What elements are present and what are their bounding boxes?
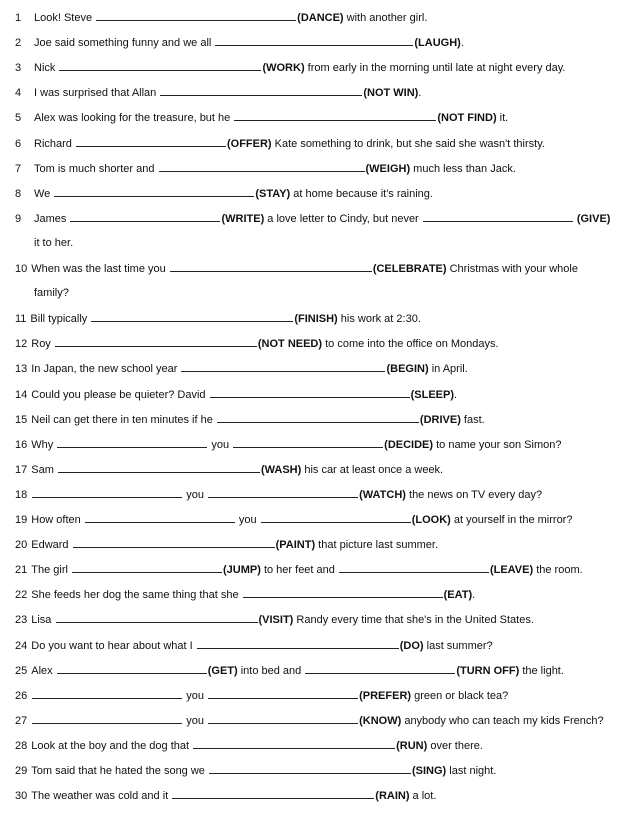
sentence-text: at yourself in the mirror? <box>450 514 573 526</box>
sentence-text: you <box>183 714 208 727</box>
answer-blank[interactable] <box>70 211 220 222</box>
sentence-text: last summer? <box>423 639 493 652</box>
exercise-number: 29 <box>15 765 28 777</box>
exercise-number: 21 <box>15 564 28 577</box>
exercise-line <box>15 537 438 551</box>
exercise-number: 22 <box>15 589 28 602</box>
verb-prompt: (JUMP) <box>223 564 261 577</box>
sentence-text: Look at the boy and the dog that <box>31 739 193 752</box>
sentence-text: Tom said that he hated the song we <box>31 765 208 777</box>
verb-prompt: (FINISH) <box>294 313 338 326</box>
answer-blank[interactable] <box>160 85 362 96</box>
answer-blank[interactable] <box>76 136 226 147</box>
exercise-line <box>15 562 583 576</box>
sentence-text: in April. <box>428 363 468 376</box>
verb-prompt: (SLEEP) <box>410 388 454 401</box>
sentence-text: Kate something to drink, but she said she wasn't thirsty. <box>271 137 545 150</box>
exercise-line <box>15 663 564 677</box>
answer-blank[interactable] <box>208 688 358 699</box>
exercise-line <box>15 136 545 150</box>
exercise-line <box>15 788 436 802</box>
verb-prompt: (NOT WIN) <box>363 87 419 100</box>
exercise-line <box>15 512 572 526</box>
answer-blank[interactable] <box>208 713 358 724</box>
sentence-text: much less than Jack. <box>410 162 516 175</box>
sentence-text: it to her. <box>34 236 74 249</box>
answer-blank[interactable] <box>233 437 383 448</box>
exercise-number: 8 <box>15 187 22 200</box>
verb-prompt: (WATCH) <box>359 488 406 501</box>
sentence-text: his car at least once a week. <box>301 463 444 476</box>
exercise-number: 17 <box>15 463 28 476</box>
verb-prompt: (WORK) <box>262 62 305 75</box>
sentence-text: anybody who can teach my kids French? <box>401 714 604 727</box>
verb-prompt: (DANCE) <box>297 12 344 24</box>
verb-prompt: (DO) <box>399 639 424 652</box>
sentence-text: Look! Steve <box>34 12 96 24</box>
sentence-text: Why <box>31 438 57 451</box>
answer-blank[interactable] <box>172 788 374 799</box>
sentence-text: . <box>472 589 476 602</box>
sentence-text: a love letter to Cindy, but never <box>264 212 422 225</box>
answer-blank[interactable] <box>217 412 419 423</box>
sentence-text: you <box>235 514 260 526</box>
sentence-text: Roy <box>31 338 54 351</box>
exercise-line <box>15 738 483 752</box>
sentence-text: at home because it's raining. <box>290 187 433 200</box>
exercise-line <box>15 85 421 99</box>
answer-blank[interactable] <box>243 587 443 598</box>
answer-blank[interactable] <box>209 763 411 774</box>
sentence-text: to come into the office on Mondays. <box>322 338 499 351</box>
verb-prompt: (PAINT) <box>275 539 316 552</box>
verb-prompt: (CELEBRATE) <box>372 263 447 275</box>
verb-prompt: (GIVE) <box>573 212 611 225</box>
exercise-line <box>15 763 496 777</box>
answer-blank[interactable] <box>234 110 436 121</box>
exercise-number: 25 <box>15 664 28 677</box>
answer-blank[interactable] <box>159 161 365 172</box>
sentence-text: Tom is much shorter and <box>34 162 158 175</box>
answer-blank[interactable] <box>32 713 182 724</box>
exercise-line <box>15 387 457 401</box>
answer-blank[interactable] <box>57 437 207 448</box>
exercise-number: 16 <box>15 438 28 451</box>
sentence-text: Christmas with your whole <box>446 263 578 275</box>
answer-blank[interactable] <box>57 663 207 674</box>
answer-blank[interactable] <box>55 336 257 347</box>
sentence-text: it. <box>496 112 509 125</box>
verb-prompt: (WRITE) <box>221 212 265 225</box>
sentence-text: Bill typically <box>30 313 91 326</box>
sentence-text: you <box>183 488 208 501</box>
sentence-text: family? <box>34 287 69 300</box>
answer-blank[interactable] <box>56 612 258 623</box>
sentence-text: to her feet and <box>260 564 338 577</box>
sentence-text: I was surprised that Allan <box>34 87 160 100</box>
answer-blank[interactable] <box>193 738 395 749</box>
answer-blank[interactable] <box>73 537 275 548</box>
answer-blank[interactable] <box>170 261 372 272</box>
answer-blank[interactable] <box>58 462 260 473</box>
exercise-line <box>15 60 565 74</box>
answer-blank[interactable] <box>32 688 182 699</box>
exercise-number: 23 <box>15 614 28 627</box>
sentence-text: When was the last time you <box>31 263 169 275</box>
exercise-line <box>15 612 534 626</box>
sentence-text: The girl <box>31 564 71 577</box>
exercise-number: 27 <box>15 714 28 727</box>
answer-blank[interactable] <box>339 562 489 573</box>
sentence-text: Alex <box>31 664 56 677</box>
verb-prompt: (PREFER) <box>359 689 412 702</box>
answer-blank[interactable] <box>54 186 254 197</box>
verb-prompt: (RAIN) <box>375 790 410 803</box>
verb-prompt: (BEGIN) <box>386 363 429 376</box>
exercise-number: 6 <box>15 137 22 150</box>
exercise-number: 28 <box>15 739 28 752</box>
answer-blank[interactable] <box>197 638 399 649</box>
sentence-text: . <box>454 388 458 401</box>
sentence-text: Nick <box>34 62 59 75</box>
answer-blank[interactable] <box>59 60 261 71</box>
exercise-line <box>15 211 610 225</box>
exercise-line <box>15 361 468 375</box>
verb-prompt: (GET) <box>207 664 238 677</box>
verb-prompt: (LOOK) <box>411 514 451 526</box>
exercise-line <box>15 462 443 476</box>
sentence-text: to name your son Simon? <box>433 438 562 451</box>
sentence-text: Lisa <box>31 614 55 627</box>
exercise-number: 5 <box>15 112 22 125</box>
sentence-text: his work at 2:30. <box>337 313 421 326</box>
sentence-text: The weather was cold and it <box>31 790 172 803</box>
exercise-line <box>15 688 508 702</box>
answer-blank[interactable] <box>96 10 296 21</box>
sentence-text: We <box>34 187 54 200</box>
exercise-number: 13 <box>15 363 28 376</box>
sentence-text: Richard <box>34 137 75 150</box>
exercise-continuation <box>34 286 69 300</box>
verb-prompt: (DECIDE) <box>384 438 434 451</box>
sentence-text: that picture last summer. <box>315 539 439 552</box>
exercise-line <box>15 110 508 124</box>
answer-blank[interactable] <box>210 387 410 398</box>
sentence-text: green or black tea? <box>411 689 509 702</box>
sentence-text: into bed and <box>237 664 305 677</box>
sentence-text: James <box>34 212 70 225</box>
exercise-number: 14 <box>15 388 28 401</box>
verb-prompt: (OFFER) <box>226 137 272 150</box>
exercise-number: 19 <box>15 514 28 526</box>
answer-blank[interactable] <box>208 487 358 498</box>
exercise-number: 24 <box>15 639 28 652</box>
sentence-text: . <box>418 87 422 100</box>
sentence-text: over there. <box>427 739 483 752</box>
exercise-number: 30 <box>15 790 28 803</box>
exercise-line <box>15 161 516 175</box>
exercise-line <box>15 336 499 350</box>
verb-prompt: (WEIGH) <box>365 162 411 175</box>
sentence-text: Neil can get there in ten minutes if he <box>31 413 216 426</box>
exercise-number: 12 <box>15 338 28 351</box>
exercise-line <box>15 587 475 601</box>
answer-blank[interactable] <box>181 361 385 372</box>
sentence-text: from early in the morning until late at night every day. <box>304 62 566 75</box>
exercise-line <box>15 10 427 24</box>
verb-prompt: (NOT FIND) <box>437 112 497 125</box>
sentence-text: Sam <box>31 463 57 476</box>
exercise-line <box>15 311 421 325</box>
exercise-number: 7 <box>15 162 22 175</box>
exercise-line <box>15 713 604 727</box>
exercise-number: 2 <box>15 37 22 50</box>
verb-prompt: (SING) <box>411 765 447 777</box>
sentence-text: the light. <box>519 664 564 677</box>
sentence-text: the news on TV every day? <box>405 488 543 501</box>
sentence-text: with another girl. <box>343 12 428 24</box>
exercise-number: 10 <box>15 263 28 275</box>
sentence-text: you <box>208 438 233 451</box>
exercise-line <box>15 186 433 200</box>
sentence-text: Randy every time that she's in the United States. <box>293 614 534 627</box>
exercise-number: 11 <box>15 313 27 326</box>
verb-prompt: (WASH) <box>260 463 302 476</box>
answer-blank[interactable] <box>305 663 455 674</box>
verb-prompt: (LEAVE) <box>489 564 534 577</box>
sentence-text: . <box>460 37 464 50</box>
sentence-text: Joe said something funny and we all <box>34 37 215 50</box>
sentence-text: How often <box>31 514 84 526</box>
sentence-text: you <box>183 689 208 702</box>
answer-blank[interactable] <box>72 562 222 573</box>
verb-prompt: (KNOW) <box>359 714 402 727</box>
exercise-number: 15 <box>15 413 28 426</box>
verb-prompt: (LAUGH) <box>414 37 461 50</box>
sentence-text: She feeds her dog the same thing that she <box>31 589 242 602</box>
verb-prompt: (TURN OFF) <box>456 664 520 677</box>
sentence-text: Alex was looking for the treasure, but he <box>34 112 234 125</box>
sentence-text: the room. <box>533 564 583 577</box>
exercise-line <box>15 487 542 501</box>
exercise-line <box>15 412 485 426</box>
exercise-number: 1 <box>15 12 22 24</box>
verb-prompt: (VISIT) <box>258 614 294 627</box>
answer-blank[interactable] <box>261 512 411 523</box>
exercise-number: 4 <box>15 87 22 100</box>
exercise-number: 9 <box>15 212 22 225</box>
exercise-line <box>15 35 464 49</box>
exercise-number: 18 <box>15 488 28 501</box>
verb-prompt: (EAT) <box>443 589 473 602</box>
sentence-text: Do you want to hear about what I <box>31 639 196 652</box>
answer-blank[interactable] <box>91 311 293 322</box>
answer-blank[interactable] <box>32 487 182 498</box>
exercise-number: 26 <box>15 689 28 702</box>
exercise-line <box>15 437 561 451</box>
exercise-line <box>15 638 493 652</box>
verb-prompt: (NOT NEED) <box>257 338 323 351</box>
verb-prompt: (DRIVE) <box>419 413 461 426</box>
sentence-text: fast. <box>460 413 485 426</box>
answer-blank[interactable] <box>215 35 413 46</box>
sentence-text: Edward <box>31 539 72 552</box>
sentence-text: a lot. <box>409 790 437 803</box>
answer-blank[interactable] <box>423 211 573 222</box>
answer-blank[interactable] <box>85 512 235 523</box>
verb-prompt: (STAY) <box>255 187 291 200</box>
sentence-text: last night. <box>446 765 497 777</box>
sentence-text: In Japan, the new school year <box>31 363 181 376</box>
exercise-continuation <box>34 236 73 250</box>
verb-prompt: (RUN) <box>396 739 428 752</box>
exercise-number: 20 <box>15 539 28 552</box>
exercise-number: 3 <box>15 62 22 75</box>
sentence-text: Could you please be quieter? David <box>31 388 209 401</box>
exercise-line <box>15 261 578 275</box>
